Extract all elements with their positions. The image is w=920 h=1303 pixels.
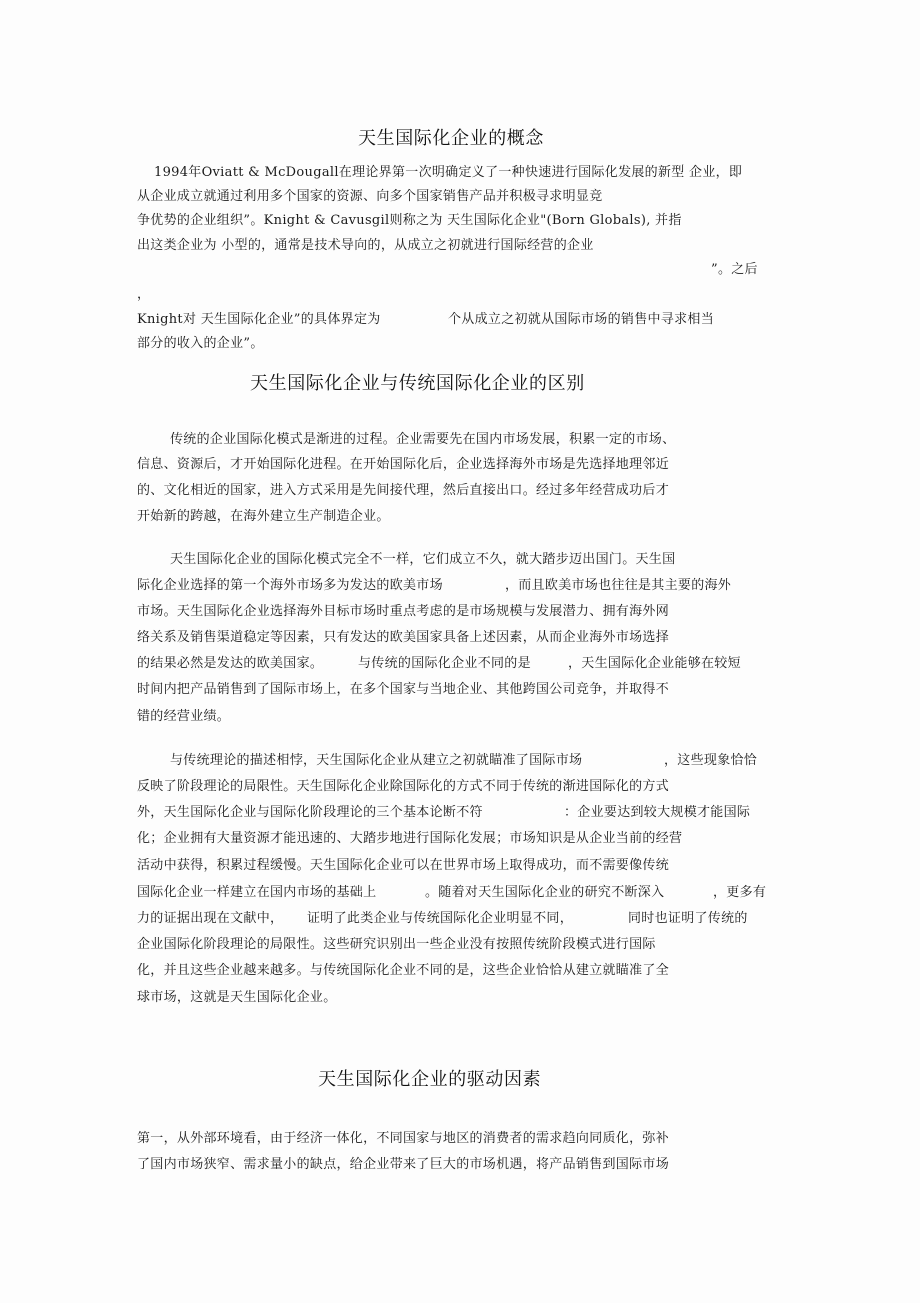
concept-line-4: 出这类企业为 小型的，通常是技术导向的，从成立之初就进行国际经营的企业: [137, 238, 594, 253]
diff-p2-line-7: 错的经营业绩。: [137, 709, 231, 724]
diff-p1-line-3: 的、文化相近的国家，进入方式采用是先间接代理，然后直接出口。经过多年经营成功后才: [137, 483, 670, 498]
diff-p2-line-5a: 的结果必然是发达的欧美国家。: [137, 656, 324, 671]
diff-p2-line-2b: ，而且欧美市场也往往是其主要的海外: [505, 578, 732, 593]
diff-p3-line-7a: 力的证据出现在文献中，: [137, 911, 284, 926]
concept-line-1: 1994年Oviatt & McDougall在理论界第一次明确定义了一种快速进行国际化发展的新型 企业，即: [154, 165, 743, 180]
diff-p2-line-5b: 与传统的国际化企业不同的是: [358, 656, 531, 671]
section-title-difference: 天生国际化企业与传统国际化企业的区别: [250, 373, 585, 394]
diff-p3-line-6c: ，更多有: [713, 885, 767, 900]
diff-p3-line-7c: 同时也证明了传统的: [628, 911, 748, 926]
concept-line-7a: Knight对 天生国际化企业”的具体界定为: [137, 312, 381, 327]
diff-p3-line-10: 球市场，这就是天生国际化企业。: [137, 990, 337, 1005]
drivers-line-2: 了国内市场狭窄、需求量小的缺点，给企业带来了巨大的市场机遇，将产品销售到国际市场: [137, 1157, 670, 1172]
concept-line-5: ”。之后: [711, 262, 758, 277]
section-title-drivers: 天生国际化企业的驱动因素: [318, 1069, 542, 1090]
diff-p2-line-4: 络关系及销售渠道稳定等因素，只有发达的欧美国家具备上述因素，从而企业海外市场选择: [137, 630, 670, 645]
concept-line-7b: 个从成立之初就从国际市场的销售中寻求相当: [448, 312, 715, 327]
drivers-line-1: 第一，从外部环境看，由于经济一体化，不同国家与地区的消费者的需求趋向同质化，弥补: [137, 1131, 670, 1146]
diff-p3-line-1b: ，这些现象恰恰: [664, 753, 758, 768]
diff-p3-line-2: 反映了阶段理论的局限性。天生国际化企业除国际化的方式不同于传统的渐进国际化的方式: [137, 779, 670, 794]
concept-line-8: 部分的收入的企业”。: [137, 336, 264, 351]
diff-p3-line-3b: ：企业要达到较大规模才能国际: [564, 805, 751, 820]
diff-p3-line-1a: 与传统理论的描述相悖，天生国际化企业从建立之初就瞄准了国际市场: [170, 753, 583, 768]
diff-p2-line-3: 市场。天生国际化企业选择海外目标市场时重点考虑的是市场规模与发展潜力、拥有海外网: [137, 604, 670, 619]
diff-p3-line-9: 化，并且这些企业越来越多。与传统国际化企业不同的是，这些企业恰恰从建立就瞄准了全: [137, 963, 670, 978]
diff-p1-line-4: 开始新的跨越，在海外建立生产制造企业。: [137, 509, 390, 524]
diff-p3-line-6a: 国际化企业一样建立在国内市场的基础上: [137, 885, 377, 900]
diff-p1-line-2: 信息、资源后，才开始国际化进程。在开始国际化后，企业选择海外市场是先选择地理邻近: [137, 457, 670, 472]
diff-p3-line-6b: 。随着对天生国际化企业的研究不断深入: [425, 885, 665, 900]
section-title-concept: 天生国际化企业的概念: [358, 128, 544, 149]
diff-p3-line-7b: 证明了此类企业与传统国际化企业明显不同，: [307, 911, 574, 926]
diff-p3-line-3a: 外，天生国际化企业与国际化阶段理论的三个基本论断不符: [137, 805, 483, 820]
diff-p2-line-5c: ，天生国际化企业能够在较短: [568, 656, 741, 671]
diff-p2-line-1: 天生国际化企业的国际化模式完全不一样，它们成立不久，就大踏步迈出国门。天生国: [170, 552, 676, 567]
diff-p1-line-1: 传统的企业国际化模式是渐进的过程。企业需要先在国内市场发展，积累一定的市场、: [170, 432, 676, 447]
concept-line-2: 从企业成立就通过利用多个国家的资源、向多个国家销售产品并积极寻求明显竞: [137, 189, 603, 204]
concept-line-3: 争优势的企业组织”。Knight & Cavusgil则称之为 天生国际化企业"(Born Globals), 并指: [137, 213, 682, 228]
diff-p3-line-5: 活动中获得，积累过程缓慢。天生国际化企业可以在世界市场上取得成功，而不需要像传统: [137, 858, 670, 873]
diff-p3-line-4: 化；企业拥有大量资源才能迅速的、大踏步地进行国际化发展；市场知识是从企业当前的经营: [137, 831, 683, 846]
diff-p3-line-8: 企业国际化阶段理论的局限性。这些研究识别出一些企业没有按照传统阶段模式进行国际: [137, 937, 656, 952]
diff-p2-line-2a: 际化企业选择的第一个海外市场多为发达的欧美市场: [137, 578, 443, 593]
concept-line-6: ，: [137, 287, 151, 302]
diff-p2-line-6: 时间内把产品销售到了国际市场上，在多个国家与当地企业、其他跨国公司竞争，并取得不: [137, 682, 670, 697]
